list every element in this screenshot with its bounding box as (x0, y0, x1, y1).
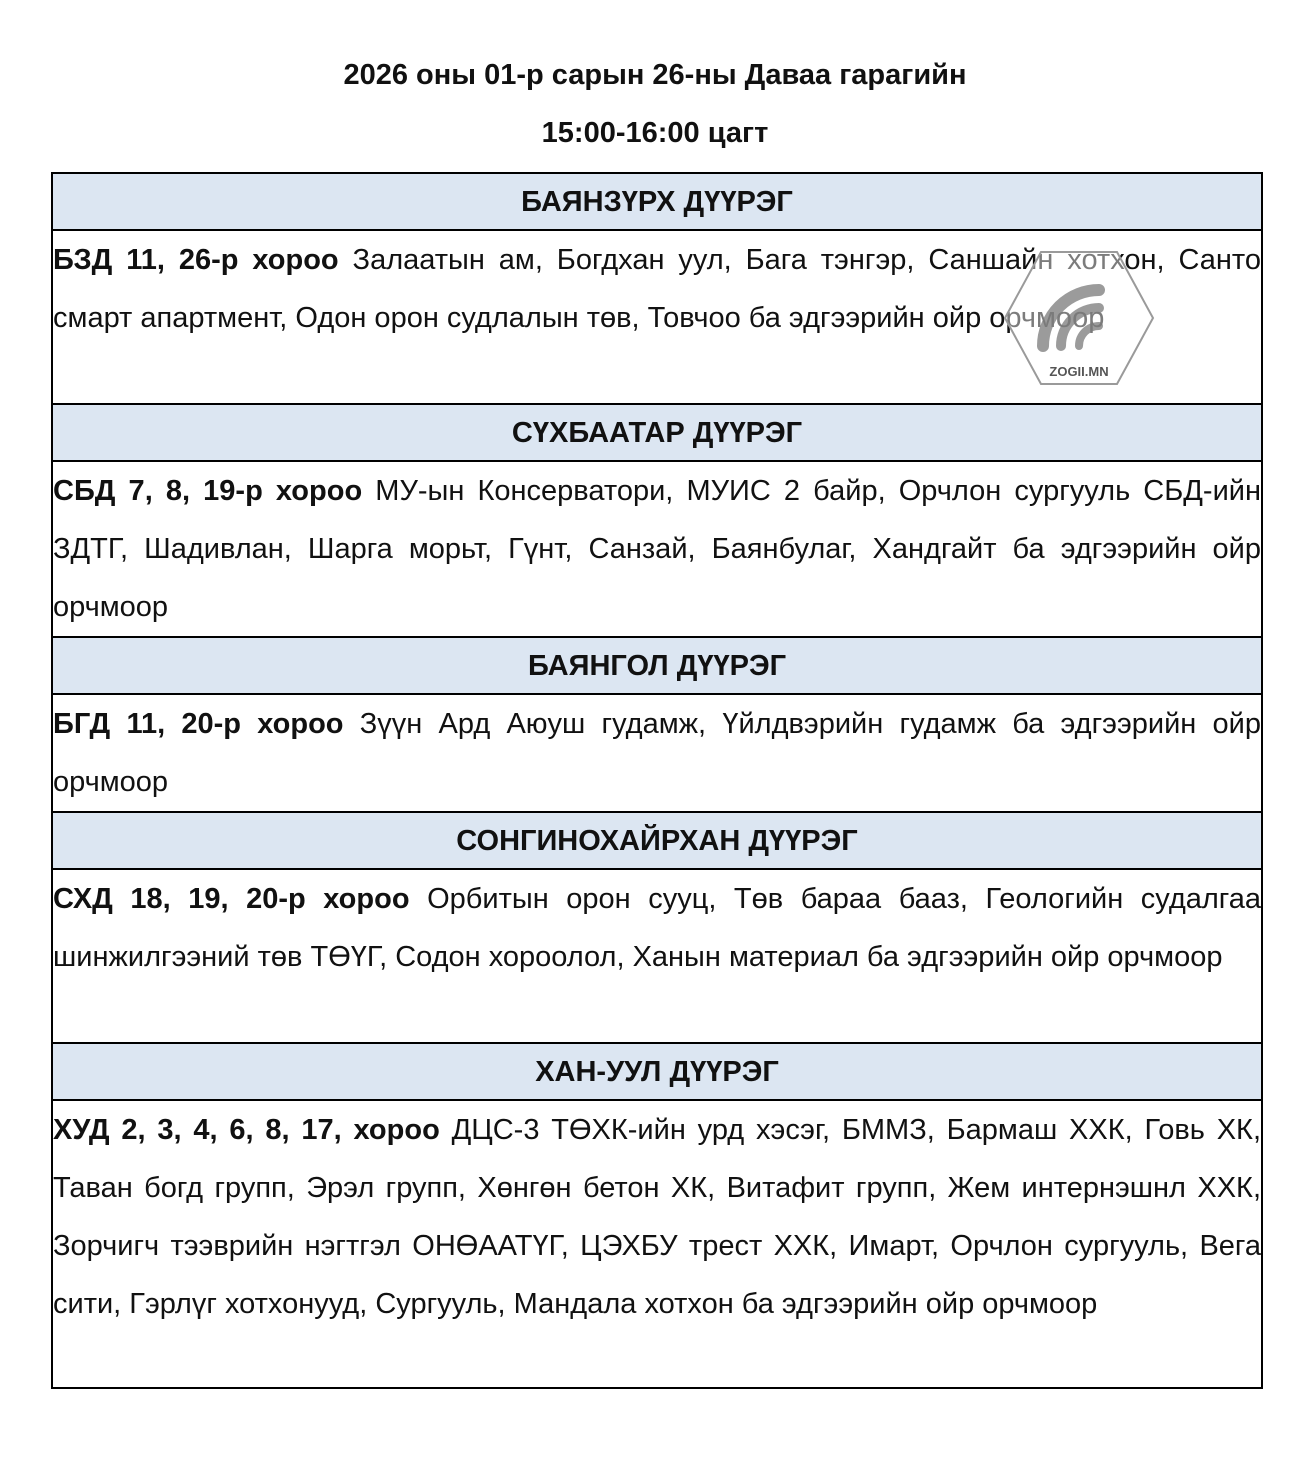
district-name-bayanzurkh: БАЯНЗҮРХ ДҮҮРЭГ (52, 173, 1262, 230)
district-areas-bayangol (52, 694, 1262, 812)
district-name-songinokhairkhan: СОНГИНОХАЙРХАН ДҮҮРЭГ (52, 812, 1262, 869)
district-name-bayangol: БАЯНГОЛ ДҮҮРЭГ (52, 637, 1262, 694)
document-time-line: 15:00-16:00 цагт (541, 117, 769, 149)
area-list: Орбитын орон сууц, Төв бараа бааз, Геологийн судалгаа шинжилгээний төв ТӨҮГ, Содон хороолол, Ханын материал ба эдгээрийн ойр орчмоор (53, 883, 1261, 973)
district-areas-sukhbaatar (52, 461, 1262, 637)
district-name-sukhbaatar: СҮХБААТАР ДҮҮРЭГ (52, 404, 1262, 461)
district-header-row (52, 1043, 1262, 1100)
district-header-row (52, 404, 1262, 461)
district-header-row (52, 812, 1262, 869)
district-areas-row (52, 461, 1262, 637)
area-list: Зүүн Ард Аюуш гудамж, Үйлдвэрийн гудамж ба эдгээрийн ойр орчмоор (53, 708, 1261, 798)
district-areas-songinokhairkhan (52, 869, 1262, 1043)
district-areas-row (52, 869, 1262, 1043)
area-list: МУ-ын Консерватори, МУИС 2 байр, Орчлон сургууль СБД-ийн ЗДТГ, Шадивлан, Шарга морьт, Гүнт, Санзай, Баянбулаг, Хандгайт ба эдгээрийн ойр орчмоор (53, 475, 1261, 623)
khoroo-label: БЗД 11, 26-р хороо (53, 244, 339, 276)
district-header-row (52, 173, 1262, 230)
area-list: ДЦС-3 ТӨХК-ийн урд хэсэг, БММЗ, Бармаш ХХК, Говь ХК, Таван богд групп, Эрэл групп, Хөнгөн бетон ХК, Витафит групп, Жем интернэшнл ХХК, Зорчигч тээврийн нэгтгэл ОНӨААТҮГ, ЦЭХБУ трест ХХК, Имарт, Орчлон сургууль, Вега сити, Гэрлүг хотхонууд, Сургууль, Мандала хотхон ба эдгээрийн ойр орчмоор (53, 1114, 1261, 1320)
area-list: Залаатын ам, Богдхан уул, Бага тэнгэр, Саншайн хотхон, Санто смарт апартмент, Одон орон судлалын төв, Товчоо ба эдгээрийн ойр орчмоор (53, 244, 1261, 334)
watermark-text: ZOGII.MN (1049, 364, 1109, 379)
khoroo-label: ХУД 2, 3, 4, 6, 8, 17, хороо (53, 1114, 440, 1146)
khoroo-label: БГД 11, 20-р хороо (53, 708, 344, 740)
district-areas-row (52, 230, 1262, 404)
khoroo-label: СБД 7, 8, 19-р хороо (53, 475, 363, 507)
district-name-khan-uul: ХАН-УУЛ ДҮҮРЭГ (52, 1043, 1262, 1100)
district-areas-khan-uul (52, 1100, 1262, 1388)
district-header-row (52, 637, 1262, 694)
district-areas-row (52, 1100, 1262, 1388)
document-date-line: 2026 оны 01-р сарын 26-ны Даваа гарагийн (343, 59, 967, 91)
district-areas-bayanzurkh (52, 230, 1262, 404)
outage-schedule-table (51, 172, 1263, 1389)
district-areas-row (52, 694, 1262, 812)
khoroo-label: СХД 18, 19, 20-р хороо (53, 883, 410, 915)
